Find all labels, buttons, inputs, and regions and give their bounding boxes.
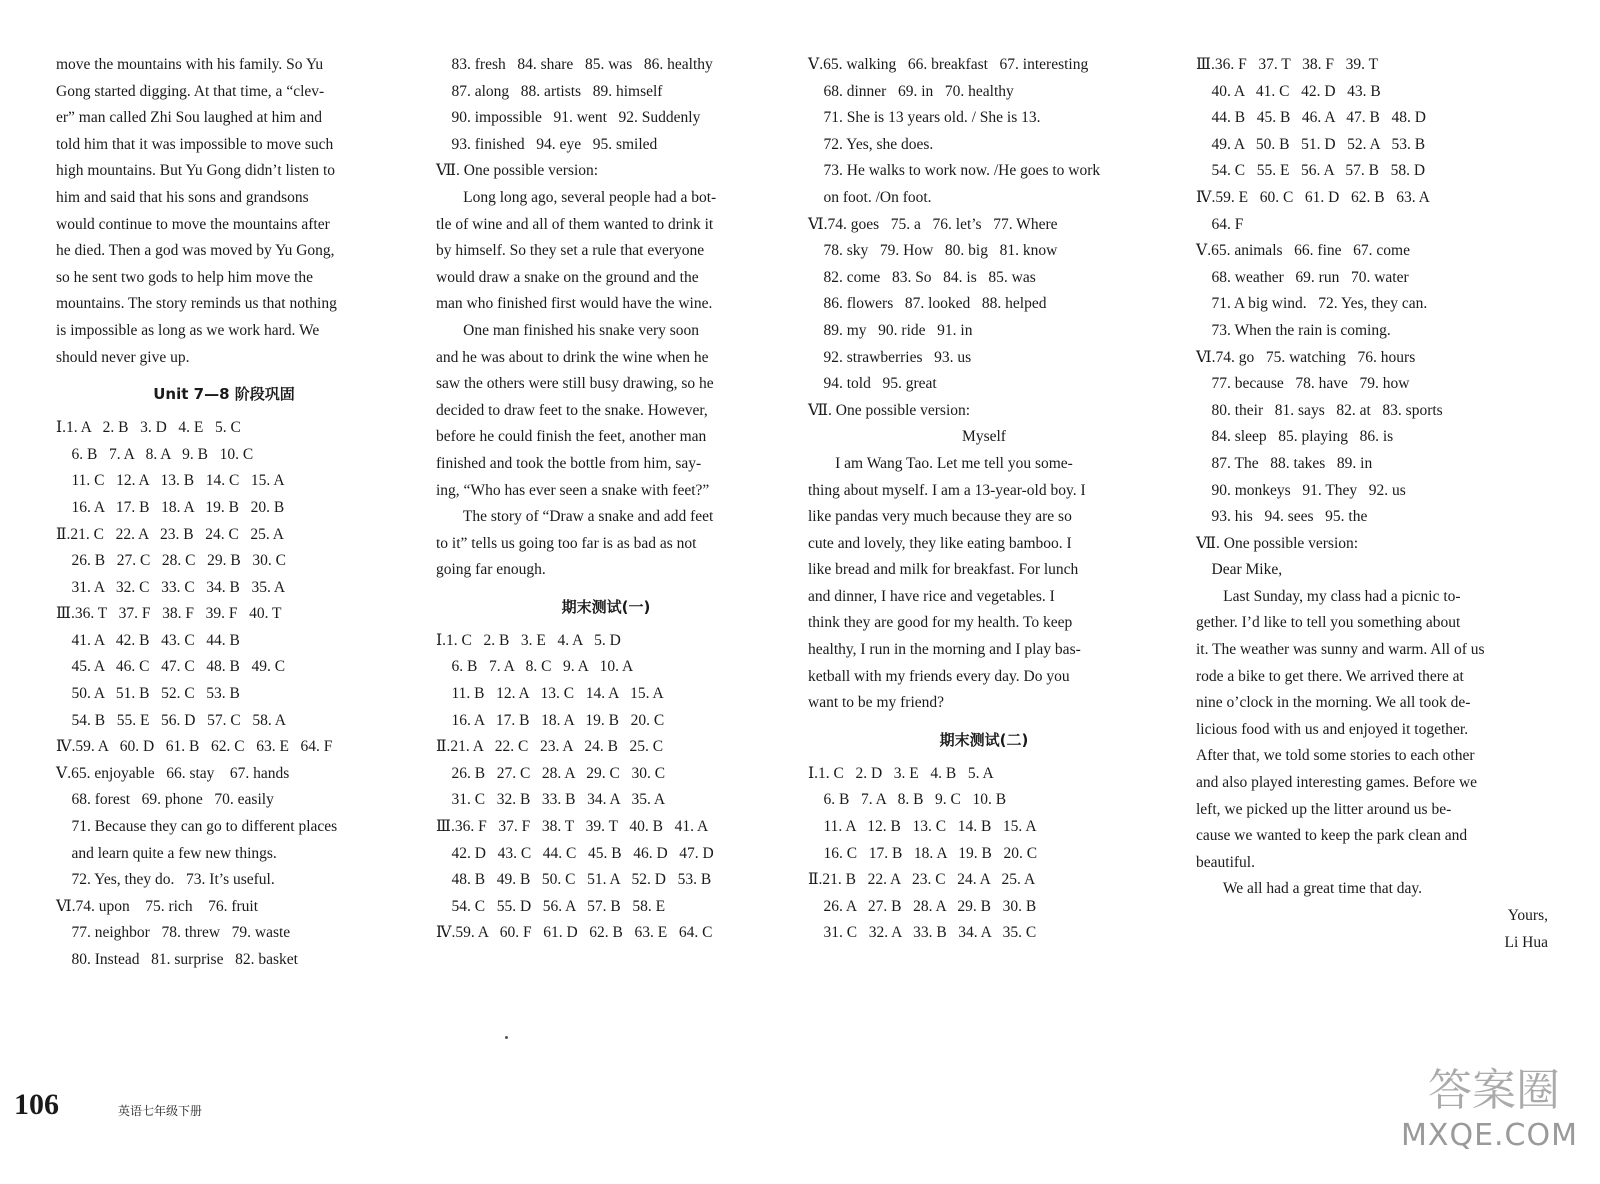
letter-signature: Li Hua (1504, 933, 1548, 951)
column-4 (1196, 52, 1548, 956)
answer-line: 26. B 27. C 28. A 29. C 30. C (436, 764, 666, 782)
text-line: and also played interesting games. Before we (1196, 774, 1478, 792)
answer-line: 84. sleep 85. playing 86. is (1196, 428, 1394, 446)
answer-line: 87. The 88. takes 89. in (1196, 454, 1373, 472)
answer-line: Ⅶ. One possible version: (808, 401, 971, 419)
stray-dot (505, 1036, 508, 1039)
answer-line: 73. He walks to work now. /He goes to work (808, 162, 1101, 180)
text-line: think they are good for my health. To keep (808, 614, 1073, 632)
answer-line: Ⅳ.59. A 60. D 61. B 62. C 63. E 64. F (56, 738, 333, 756)
text-line: it. The weather was sunny and warm. All of us (1196, 641, 1485, 659)
answer-line: 11. A 12. B 13. C 14. B 15. A (808, 818, 1037, 836)
text-line: man who finished first would have the wine. (436, 295, 713, 313)
answer-line: 16. C 17. B 18. A 19. B 20. C (808, 844, 1038, 862)
answer-line: 93. his 94. sees 95. the (1196, 508, 1368, 526)
text-line: like pandas very much because they are so (808, 508, 1072, 526)
answer-line: 42. D 43. C 44. C 45. B 46. D 47. D (436, 844, 714, 862)
answer-line: 87. along 88. artists 89. himself (436, 82, 663, 100)
text-line: would continue to move the mountains after (56, 215, 330, 233)
answer-line: Ⅴ.65. walking 66. breakfast 67. interesting (808, 56, 1089, 73)
answer-line: 89. my 90. ride 91. in (808, 321, 973, 339)
answer-line: 64. F (1196, 215, 1244, 233)
answer-line: Ⅵ.74. go 75. watching 76. hours (1196, 348, 1416, 366)
text-line: before he could finish the feet, another man (436, 428, 707, 446)
text-line: left, we picked up the litter around us be- (1196, 800, 1452, 818)
answer-line: 45. A 46. C 47. C 48. B 49. C (56, 658, 286, 676)
answer-line: 54. B 55. E 56. D 57. C 58. A (56, 711, 286, 729)
answer-line: 71. Because they can go to different places (56, 818, 338, 836)
text-line: Long long ago, several people had a bot- (436, 188, 717, 206)
text-line: mountains. The story reminds us that nothing (56, 295, 337, 313)
answer-line: 68. forest 69. phone 70. easily (56, 791, 274, 809)
text-line: going far enough. (436, 561, 546, 579)
text-line: to it” tells us going too far is as bad as not (436, 534, 697, 552)
answer-line: 49. A 50. B 51. D 52. A 53. B (1196, 135, 1426, 153)
answer-line: 83. fresh 84. share 85. was 86. healthy (436, 56, 713, 73)
text-line: by himself. So they set a rule that everyone (436, 242, 705, 260)
story-ending (56, 52, 392, 371)
answer-line: 77. neighbor 78. threw 79. waste (56, 924, 291, 942)
answer-line: 72. Yes, they do. 73. It’s useful. (56, 871, 275, 889)
answer-line: 16. A 17. B 18. A 19. B 20. B (56, 498, 285, 516)
text-line: so he sent two gods to help him move the (56, 268, 314, 286)
answer-line: 31. A 32. C 33. C 34. B 35. A (56, 578, 286, 596)
answer-line: Ⅲ.36. F 37. F 38. T 39. T 40. B 41. A (436, 818, 709, 836)
text-line: cute and lovely, they like eating bamboo. I (808, 534, 1072, 552)
text-line: and dinner, I have rice and vegetables. I (808, 587, 1055, 605)
answer-line: 11. C 12. A 13. B 14. C 15. A (56, 472, 285, 490)
text-line: finished and took the bottle from him, say- (436, 454, 702, 472)
text-line: gether. I’d like to tell you something about (1196, 614, 1461, 632)
text-line: We all had a great time that day. (1196, 880, 1423, 898)
answer-line: 31. C 32. B 33. B 34. A 35. A (436, 791, 666, 809)
answer-line: 68. dinner 69. in 70. healthy (808, 82, 1014, 100)
answer-line: 54. C 55. D 56. A 57. B 58. E (436, 897, 666, 915)
answer-line: 71. She is 13 years old. / She is 13. (808, 109, 1041, 127)
answer-line: Ⅲ.36. F 37. T 38. F 39. T (1196, 56, 1379, 73)
answer-line: 44. B 45. B 46. A 47. B 48. D (1196, 109, 1426, 127)
answer-line: 72. Yes, she does. (808, 135, 934, 153)
text-line: cause we wanted to keep the park clean and (1196, 827, 1468, 845)
text-line: move the mountains with his family. So Yu (56, 56, 324, 73)
text-line: would draw a snake on the ground and the (436, 268, 699, 286)
text-line: told him that it was impossible to move such (56, 135, 334, 153)
answer-line: 92. strawberries 93. us (808, 348, 972, 366)
answer-line: 78. sky 79. How 80. big 81. know (808, 242, 1058, 260)
answer-line: 90. impossible 91. went 92. Suddenly (436, 109, 701, 127)
answer-line: 16. A 17. B 18. A 19. B 20. C (436, 711, 665, 729)
column-3 (808, 52, 1160, 947)
text-line: ketball with my friends every day. Do you (808, 667, 1070, 685)
answer-line: 26. B 27. C 28. C 29. B 30. C (56, 552, 286, 570)
answer-list-final-test-1 (436, 628, 776, 947)
text-line: tle of wine and all of them wanted to drink it (436, 215, 714, 233)
watermark-site: MXQE.COM (1401, 1118, 1578, 1153)
answer-line: 41. A 42. B 43. C 44. B (56, 631, 240, 649)
answer-line: 31. C 32. A 33. B 34. A 35. C (808, 924, 1037, 942)
answer-line: 6. B 7. A 8. C 9. A 10. A (436, 658, 634, 676)
answer-line: 73. When the rain is coming. (1196, 321, 1391, 339)
answer-list-final-test-1-continued (808, 52, 1160, 424)
text-line: healthy, I run in the morning and I play bas- (808, 641, 1081, 659)
text-line: beautiful. (1196, 853, 1255, 871)
text-line: like bread and milk for breakfast. For lunch (808, 561, 1079, 579)
answer-line: Ⅶ. One possible version: (1196, 534, 1359, 552)
answer-line: Ⅱ.21. B 22. A 23. C 24. A 25. A (808, 871, 1036, 889)
answer-list-continued (436, 52, 776, 185)
answer-line: and learn quite a few new things. (56, 844, 277, 862)
section-heading-unit-7-8: Unit 7—8 阶段巩固 (153, 385, 295, 404)
answer-line: 90. monkeys 91. They 92. us (1196, 481, 1406, 499)
answer-line: 11. B 12. A 13. C 14. A 15. A (436, 685, 664, 703)
text-line: nine o’clock in the morning. We all took de- (1196, 694, 1471, 712)
section-heading-final-test-1: 期末测试(一) (561, 597, 651, 616)
page-number: 106 (14, 1088, 59, 1121)
answer-line: Ⅵ.74. upon 75. rich 76. fruit (56, 897, 258, 915)
book-label: 英语七年级下册 (118, 1104, 203, 1118)
text-line: Gong started digging. At that time, a “clev- (56, 82, 325, 100)
text-line: The story of “Draw a snake and add feet (436, 508, 714, 526)
section-heading-final-test-2: 期末测试(二) (939, 730, 1029, 749)
answer-list-final-test-2-continued (1196, 52, 1548, 584)
text-line: decided to draw feet to the snake. However, (436, 401, 708, 419)
answer-line: Ⅳ.59. E 60. C 61. D 62. B 63. A (1196, 188, 1430, 206)
text-line: he died. Then a god was moved by Yu Gong, (56, 242, 335, 260)
answer-line: Ⅴ.65. enjoyable 66. stay 67. hands (56, 764, 290, 782)
text-line: One man finished his snake very soon (436, 321, 700, 339)
essay-title: Myself (962, 428, 1006, 446)
answer-line: 54. C 55. E 56. A 57. B 58. D (1196, 162, 1426, 180)
text-line: is impossible as long as we work hard. We (56, 321, 320, 339)
answer-line: 86. flowers 87. looked 88. helped (808, 295, 1047, 313)
answer-line: 93. finished 94. eye 95. smiled (436, 135, 658, 153)
answer-line: 50. A 51. B 52. C 53. B (56, 685, 240, 703)
answer-line: 26. A 27. B 28. A 29. B 30. B (808, 897, 1037, 915)
answer-line: Ⅱ.21. A 22. C 23. A 24. B 25. C (436, 738, 664, 756)
answer-line: on foot. /On foot. (808, 188, 932, 206)
answer-list-unit-7-8 (56, 415, 392, 973)
letter-body (1196, 584, 1548, 903)
watermark-logo: 答案圈 (1428, 1065, 1560, 1116)
column-2 (436, 52, 776, 947)
answer-line: Ⅴ.65. animals 66. fine 67. come (1196, 242, 1410, 260)
text-line: er” man called Zhi Sou laughed at him and (56, 109, 322, 127)
answer-line: 82. come 83. So 84. is 85. was (808, 268, 1036, 286)
answer-line: 80. Instead 81. surprise 82. basket (56, 951, 298, 968)
answer-line: Ⅶ. One possible version: (436, 162, 599, 180)
text-line: licious food with us and enjoyed it together. (1196, 720, 1469, 738)
answer-line: 94. told 95. great (808, 375, 937, 393)
answer-line: Dear Mike, (1196, 561, 1283, 579)
sample-story-draw-a-snake (436, 185, 776, 584)
answer-line: Ⅰ.1. C 2. D 3. E 4. B 5. A (808, 764, 994, 782)
answer-line: Ⅰ.1. C 2. B 3. E 4. A 5. D (436, 631, 621, 649)
text-line: saw the others were still busy drawing, so he (436, 375, 714, 393)
column-1 (56, 52, 392, 974)
text-line: and he was about to drink the wine when he (436, 348, 709, 366)
answer-line: Ⅲ.36. T 37. F 38. F 39. F 40. T (56, 605, 282, 623)
answer-line: Ⅵ.74. goes 75. a 76. let’s 77. Where (808, 215, 1058, 233)
letter-closing: Yours, (1507, 907, 1548, 924)
text-line: ing, “Who has ever seen a snake with feet?” (436, 481, 710, 499)
answer-list-final-test-2 (808, 761, 1160, 947)
essay-myself (808, 451, 1160, 717)
answer-line: 48. B 49. B 50. C 51. A 52. D 53. B (436, 871, 712, 889)
answer-line: 77. because 78. have 79. how (1196, 375, 1410, 393)
text-line: Last Sunday, my class had a picnic to- (1196, 587, 1461, 605)
text-line: rode a bike to get there. We arrived there at (1196, 667, 1464, 685)
text-line: him and said that his sons and grandsons (56, 188, 309, 206)
answer-line: Ⅳ.59. A 60. F 61. D 62. B 63. E 64. C (436, 924, 713, 942)
answer-line: 6. B 7. A 8. B 9. C 10. B (808, 791, 1007, 809)
answer-line: 6. B 7. A 8. A 9. B 10. C (56, 445, 254, 463)
text-line: After that, we told some stories to each other (1196, 747, 1475, 765)
text-line: want to be my friend? (808, 694, 945, 712)
text-line: thing about myself. I am a 13-year-old boy. I (808, 481, 1086, 499)
text-line: high mountains. But Yu Gong didn’t listen to (56, 162, 336, 180)
answer-line: Ⅰ.1. A 2. B 3. D 4. E 5. C (56, 419, 241, 437)
answer-line: 68. weather 69. run 70. water (1196, 268, 1409, 286)
answer-line: Ⅱ.21. C 22. A 23. B 24. C 25. A (56, 525, 284, 543)
answer-line: 40. A 41. C 42. D 43. B (1196, 82, 1381, 100)
text-line: should never give up. (56, 348, 190, 366)
answer-line: 71. A big wind. 72. Yes, they can. (1196, 295, 1428, 313)
answer-line: 80. their 81. says 82. at 83. sports (1196, 401, 1443, 419)
text-line: I am Wang Tao. Let me tell you some- (808, 454, 1073, 472)
